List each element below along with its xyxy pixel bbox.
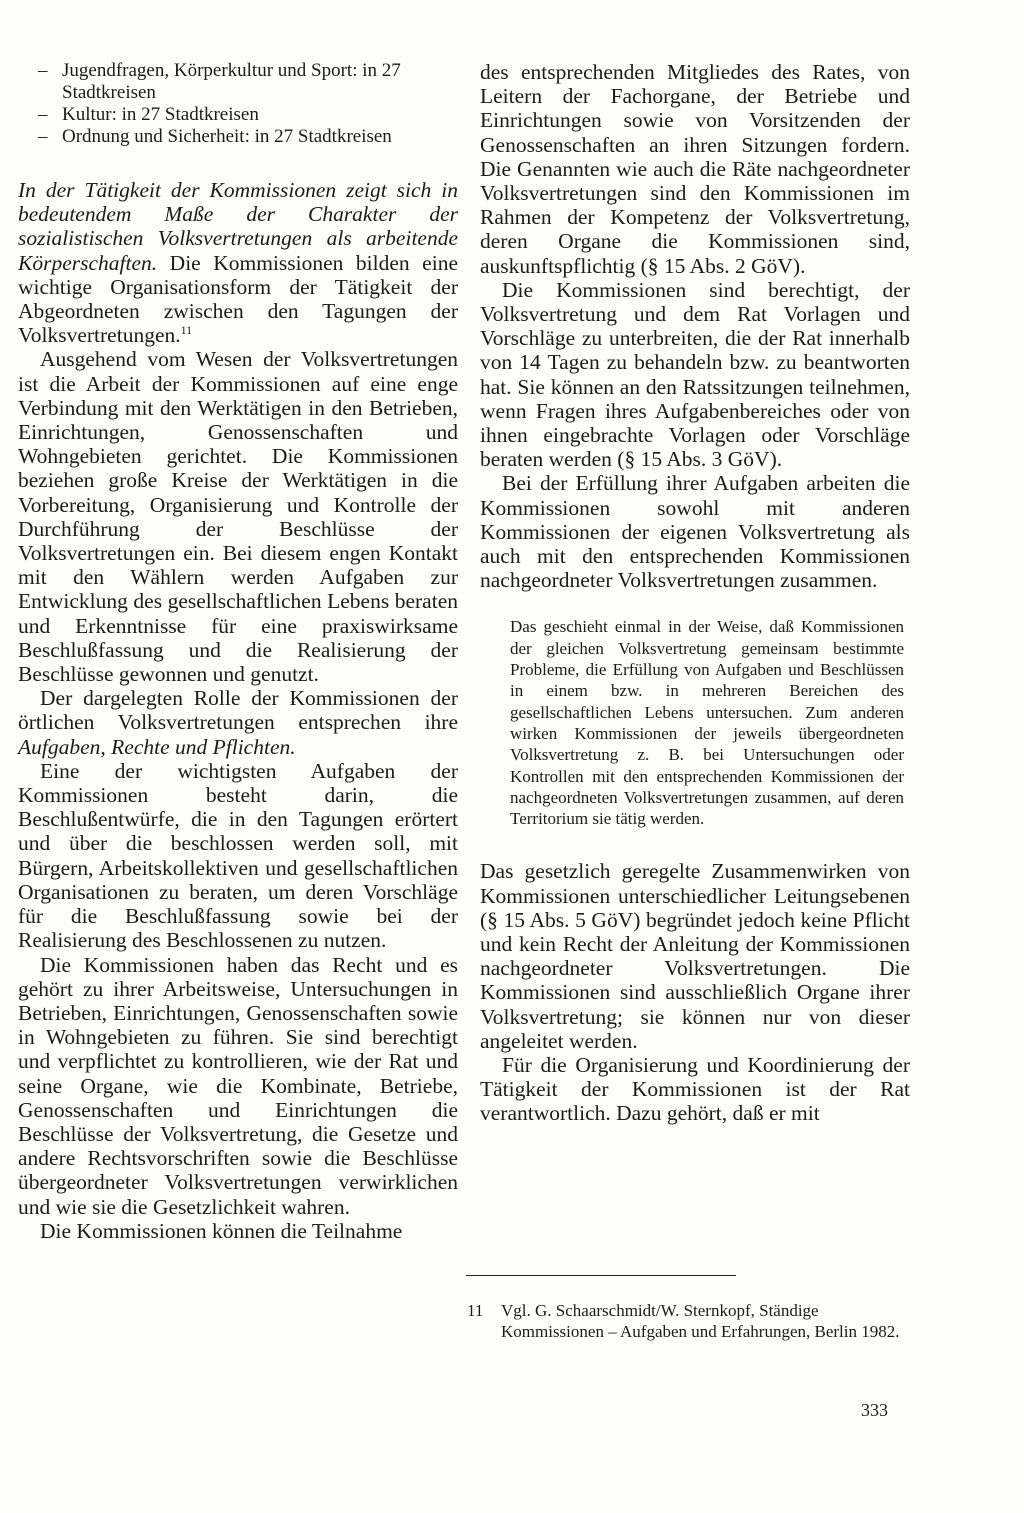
list-item-text: Kultur: in 27 Stadtkreisen [62,104,259,125]
small-print-block: Das geschieht einmal in der Weise, daß Kommissionen der gleichen Volksvertretung gemeinsam bestimmte Probleme, die Erfüllung von Aufgaben und Beschlüssen in einem bzw. in mehreren Bereichen des gesellschaftlichen Lebens untersuchen. Zum anderen wirken Kommissionen der jeweils übergeordneten Volksvertretung z. B. bei Untersuchungen oder Kontrollen mit den entsprechenden Kommissionen der nachgeordneten Volksvertretungen zusammen, auf deren Territorium sie tätig werden. [510,617,904,829]
paragraph: Die Kommissionen können die Teilnahme [40,1218,403,1243]
footnote-ref: 11 [180,323,193,338]
footnote [467,1300,907,1342]
left-column [18,60,458,1243]
list-item-text: Jugendfragen, Körperkultur und Sport: in 27 Stadtkreisen [62,60,401,103]
italic-text: Aufgaben, Rechte und Pflichten. [18,734,296,759]
paragraph-text: Die Kommissionen bilden eine wichtige Organisationsform der Tätigkeit der Abgeordneten zwischen den Tagungen der Volksvertretungen. [18,250,458,348]
footnote-text: Vgl. G. Schaarschmidt/W. Sternkopf, Ständige Kommissionen – Aufgaben und Erfahrungen, Berlin 1982. [501,1301,900,1341]
right-column [480,60,910,1126]
page-number: 333 [861,1400,888,1420]
paragraph [18,178,458,347]
paragraph: Bei der Erfüllung ihrer Aufgaben arbeiten die Kommissionen sowohl mit anderen Kommissionen der eigenen Volksvertretung als auch mit den entsprechenden Kommissionen nachgeordneter Volksvertretungen zusammen. [480,471,910,593]
paragraph: Eine der wichtigsten Aufgaben der Kommissionen besteht darin, die Beschlußentwürfe, die in den Tagungen erörtert und über die beschlossen werden soll, mit Bürgern, Arbeitskollektiven und gesellschaftlichen Organisationen zu beraten, um deren Vorschläge für die Beschlußfassung sowie bei der Realisierung des Beschlossenen zu nutzen. [18,758,458,953]
paragraph: Die Kommissionen sind berechtigt, der Volksvertretung und dem Rat Vorlagen und Vorschläge zu unterbreiten, die der Rat innerhalb von 14 Tagen zu behandeln bzw. zu beantworten hat. Sie können an den Ratssitzungen teilnehmen, wenn Fragen ihres Aufgabenbereiches oder von ihnen eingebrachte Vorlagen oder Vorschläge beraten werden (§ 15 Abs. 3 GöV). [480,277,910,472]
footnote-number: 11 [467,1301,484,1320]
list-item: – Jugendfragen, Körperkultur und Sport: in 27 Stadtkreisen [38,60,401,103]
paragraph: Ausgehend vom Wesen der Volksvertretungen ist die Arbeit der Kommissionen auf eine enge Verbindung mit den Werktätigen in den Betrieben, Einrichtungen, Genossenschaften und Wohngebieten gerichtet. Die Kommissionen beziehen große Kreise der Werktätigen in die Vorbereitung, Organisierung und Kontrolle der Durchführung der Beschlüsse der Volksvertretungen ein. Bei diesem engen Kontakt mit den Wählern werden Aufgaben zur Entwicklung des gesellschaftlichen Lebens beraten und Erkenntnisse für eine praxiswirksame Beschlußfassung und die Realisierung der Beschlüsse gewonnen und genutzt. [18,347,458,687]
list-item-text: Ordnung und Sicherheit: in 27 Stadtkreisen [62,126,392,147]
footnote-divider [466,1275,736,1276]
paragraph: Die Kommissionen haben das Recht und es gehört zu ihrer Arbeitsweise, Untersuchungen in Betrieben, Einrichtungen, Genossenschaften sowie in Wohngebieten zu führen. Sie sind berechtigt und verpflichtet zu kontrollieren, wie der Rat und seine Organe, wie die Kombinate, Betriebe, Genossenschaften und Einrichtungen die Beschlüsse der Volksvertretung, die Gesetze und andere Rechtsvorschriften sowie die Beschlüsse übergeordneter Volksvertretungen verwirklichen und wie sie die Gesetzlichkeit wahren. [18,952,458,1219]
italic-text: In der Tätigkeit der Kommissionen zeigt sich in bedeutendem Maße der Charakter der sozialistischen Volksvertretungen als arbeitende Körperschaften. [18,178,458,275]
paragraph-text: Der dargelegten Rolle der Kommissionen der örtlichen Volksvertretungen entsprechen ihre [18,686,458,735]
commission-list [38,60,458,148]
list-item: – Kultur: in 27 Stadtkreisen [38,104,259,125]
paragraph: Das gesetzlich geregelte Zusammenwirken von Kommissionen unterschiedlicher Leitungsebenen (§ 15 Abs. 5 GöV) begründet jedoch keine Pflicht und kein Recht der Anleitung der Kommissionen nachgeordneter Volksvertretungen. Die Kommissionen sind ausschließlich Organe ihrer Volksvertretung; sie können nur von dieser angeleitet werden. [480,859,910,1053]
paragraph: des entsprechenden Mitgliedes des Rates, von Leitern der Fachorgane, der Betriebe und Einrichtungen sowie von Vorsitzenden der Genossenschaften an ihren Sitzungen fordern. Die Genannten wie auch die Räte nachgeordneter Volksvertretungen sind den Kommissionen im Rahmen der Kompetenz der Volksvertretung, deren Organe die Kommissionen sind, auskunftspflichtig (§ 15 Abs. 2 GöV). [480,60,910,278]
list-item: – Ordnung und Sicherheit: in 27 Stadtkreisen [38,126,392,147]
paragraph: Für die Organisierung und Koordinierung der Tätigkeit der Kommissionen ist der Rat verantwortlich. Dazu gehört, daß er mit [480,1053,910,1126]
paragraph [18,686,458,759]
